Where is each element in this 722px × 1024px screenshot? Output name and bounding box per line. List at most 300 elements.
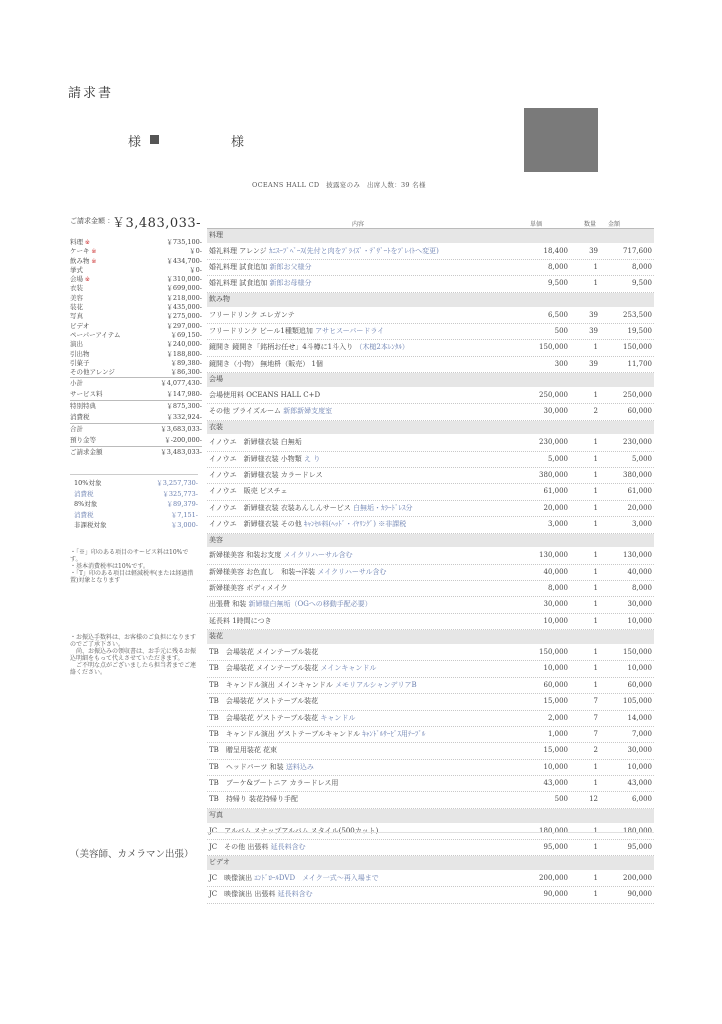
table-row	[207, 711, 654, 727]
invoice-table	[207, 216, 654, 904]
amount: 10,000	[627, 762, 652, 771]
subtotal-label: 消費税	[70, 413, 90, 422]
summary-row	[70, 312, 202, 321]
quantity: 1	[593, 551, 598, 560]
item-name: その他 プライズルーム 新郎新婦支度室	[209, 407, 333, 416]
unit-price: 3,000	[547, 520, 568, 529]
summary-label: 装花	[70, 303, 83, 312]
unit-price: 15,000	[543, 746, 568, 755]
category-row: 写真	[207, 809, 654, 824]
summary-label: 引菓子	[70, 358, 90, 367]
quantity: 1	[593, 584, 598, 593]
category-row: 飲み物	[207, 293, 654, 308]
table-header	[207, 216, 654, 229]
tax-value: ￥325,773-	[162, 489, 198, 498]
category-row: 料理	[207, 229, 654, 244]
table-row	[207, 324, 654, 340]
item-note: メイクリハーサル含む	[317, 567, 387, 576]
subtotal-row	[70, 446, 202, 458]
item-name: イノウエ 新婦様衣装 その他 ｷｬﾝｾﾙ料(ﾍｯﾄﾞ・ｲﾔﾘﾝｸﾞ) ※非課税	[209, 520, 407, 529]
category-row: 装花	[207, 630, 654, 645]
item-note: ｴﾝﾄﾞﾛｰﾙDVD メイク一式～再入場まで	[254, 874, 379, 882]
table-row	[207, 581, 654, 597]
item-note: ｶﾆｽｰﾌﾟﾍﾞｰｽ(先付と肉をﾌﾟﾗｲｽﾞ・ﾃﾞｻﾞｰﾄをﾌﾟﾚｲﾄへ変更)	[268, 246, 439, 255]
summary-value: ￥297,000-	[166, 321, 202, 330]
unit-price: 8,000	[547, 263, 568, 272]
item-note: 延長料含む	[270, 842, 306, 851]
quantity: 1	[593, 279, 598, 288]
summary-row	[70, 266, 202, 275]
item-name: TB ブーケ&ブートニア カラードレス用	[209, 779, 339, 788]
quantity: 1	[593, 762, 598, 771]
header-unit: 単価	[529, 221, 542, 228]
item-name: イノウエ 販売 ビスチェ	[209, 487, 288, 496]
summary-value: ￥435,000-	[166, 303, 202, 312]
unit-price: 40,000	[543, 567, 568, 576]
table-bottom-rule	[207, 832, 654, 833]
table-row	[207, 694, 654, 710]
amount: 6,000	[631, 795, 652, 804]
table-row	[207, 727, 654, 743]
category-row: 美容	[207, 534, 654, 549]
category-row: 会場	[207, 373, 654, 388]
quantity: 39	[589, 326, 598, 335]
amount: 253,500	[623, 310, 652, 319]
tax-breakdown	[70, 474, 198, 531]
item-note: 新婦様白無垢（OGへの移動手配必要）	[248, 600, 372, 609]
summary-label: 料理 ※	[70, 238, 90, 246]
item-name: JC 映像演出 出張料 延長料含む	[209, 890, 313, 899]
unit-price: 6,500	[547, 310, 568, 319]
quantity: 1	[593, 390, 598, 399]
summary-label: 会場 ※	[70, 275, 90, 284]
table-row	[207, 435, 654, 451]
unit-price: 9,500	[547, 279, 568, 288]
tax-row	[70, 510, 198, 521]
tax-row	[70, 520, 198, 531]
subtotal-value: ￥875,300-	[166, 402, 202, 411]
unit-price: 95,000	[543, 842, 568, 851]
quantity: 2	[593, 407, 598, 416]
amount: 19,500	[627, 326, 652, 335]
table-row	[207, 645, 654, 661]
summary-value: ￥310,000-	[166, 275, 202, 284]
amount: 90,000	[627, 890, 652, 899]
tax-label: 非課税対象	[74, 521, 107, 529]
item-name: TB 会場装花 メインテーブル装花	[209, 647, 319, 656]
item-name: 出張費 和装 新婦様白無垢（OGへの移動手配必要）	[209, 600, 372, 609]
note-line: ・「※」印のある項目のサービス料は10%です。	[70, 549, 189, 563]
quantity: 1	[593, 826, 598, 835]
amount: 40,000	[627, 567, 652, 576]
item-note: メインキャンドル	[320, 664, 377, 673]
summary-row	[70, 359, 202, 368]
amount: 95,000	[627, 842, 652, 851]
amount: 11,700	[627, 359, 652, 368]
item-name: 婚礼料理 アレンジ ｶﾆｽｰﾌﾟﾍﾞｰｽ(先付と肉をﾌﾟﾗｲｽﾞ・ﾃﾞｻﾞｰﾄをﾌﾟﾚｲﾄへ変更)	[209, 246, 439, 255]
amount: 380,000	[623, 471, 652, 480]
subtotal-value: ￥4,077,430-	[160, 379, 202, 388]
unit-price: 300	[554, 359, 568, 368]
summary-row	[70, 238, 202, 247]
honorific-bride: 様	[231, 135, 245, 150]
item-name: 新婦様美容 和装お支度 メイクリハーサル含む	[209, 551, 353, 560]
summary-label: 引出物	[70, 349, 90, 358]
quantity: 39	[589, 246, 598, 255]
unit-price: 2,000	[547, 713, 568, 722]
service-mark: ※	[83, 239, 90, 246]
unit-price: 1,000	[547, 729, 568, 738]
unit-price: 15,000	[543, 697, 568, 706]
quantity: 39	[589, 359, 598, 368]
quantity: 7	[593, 713, 598, 722]
item-note: ｷｬﾝﾄﾞﾙｻｰﾋﾞｽ用ﾃｰﾌﾞﾙ	[362, 729, 426, 738]
summary-value: ￥188,800-	[166, 349, 202, 358]
quantity: 1	[593, 842, 598, 851]
subtotal-value: ￥147,980-	[166, 390, 202, 399]
quantity: 1	[593, 471, 598, 480]
summary-label: ビデオ	[70, 321, 90, 330]
amount: 250,000	[623, 390, 652, 399]
unit-price: 10,000	[543, 664, 568, 673]
amount: 14,000	[627, 713, 652, 722]
item-note: ｷｬﾝｾﾙ料(ﾍｯﾄﾞ・ｲﾔﾘﾝｸﾞ) ※非課税	[304, 520, 407, 529]
tax-value: ￥89,379-	[166, 500, 198, 508]
table-row	[207, 792, 654, 808]
quantity: 1	[593, 647, 598, 656]
summary-value: ￥699,000-	[166, 284, 202, 293]
unit-price: 8,000	[547, 584, 568, 593]
subtotal-value: ￥-200,000-	[164, 436, 202, 445]
summary-value: ￥69,150-	[170, 330, 202, 339]
honorific-groom: 様	[128, 135, 142, 150]
subtotal-row	[70, 389, 202, 400]
amount: 130,000	[623, 551, 652, 560]
table-row	[207, 276, 654, 292]
item-name: 延長料 1時間につき	[209, 616, 272, 625]
table-row	[207, 678, 654, 694]
amount: 10,000	[627, 664, 652, 673]
unit-price: 230,000	[539, 438, 568, 447]
item-name: フリードリンク エレガンテ	[209, 310, 295, 319]
item-note: メモリアルシャンデリアB	[335, 680, 417, 689]
item-name: JC その他 出張料 延長料含む	[209, 842, 306, 851]
amount: 8,000	[631, 584, 652, 593]
unit-price: 60,000	[543, 680, 568, 689]
amount: 30,000	[627, 600, 652, 609]
quantity: 1	[593, 438, 598, 447]
item-note: 白無垢・ｶﾗｰﾄﾞﾚｽ分	[353, 503, 413, 512]
note-line: ・お振込手数料は、お客様のご負担になりますのでご了承下さい。	[70, 634, 197, 648]
quantity: 1	[593, 263, 598, 272]
summary-row	[70, 331, 202, 340]
quantity: 1	[593, 567, 598, 576]
table-row	[207, 743, 654, 759]
quantity: 1	[593, 779, 598, 788]
summary-value: ￥89,380-	[170, 358, 202, 367]
footer-note: （美容師、カメラマン出張）	[70, 849, 194, 860]
amount: 30,000	[627, 746, 652, 755]
quantity: 1	[593, 343, 598, 352]
summary-label: 美容	[70, 293, 83, 302]
quantity: 1	[593, 664, 598, 673]
unit-price: 200,000	[539, 874, 568, 882]
unit-price: 150,000	[539, 343, 568, 352]
item-name: TB 贈呈用装花 花束	[209, 746, 278, 755]
subtotal-row	[70, 377, 202, 389]
table-row	[207, 260, 654, 276]
quantity: 1	[593, 616, 598, 625]
summary-value: ￥434,700-	[166, 256, 202, 265]
service-mark: ※	[83, 276, 90, 284]
amount: 61,000	[627, 487, 652, 496]
summary-value: ￥0-	[189, 247, 202, 256]
note-line: 尚、お振込みの領収書は、お手元に残るお振込明細をもって代えさせていただきます。	[70, 648, 197, 662]
table-row	[207, 548, 654, 564]
table-row	[207, 760, 654, 776]
summary-label: ペーパーアイテム	[70, 330, 121, 339]
summary-value: ￥86,300-	[170, 368, 202, 377]
table-row	[207, 340, 654, 356]
amount: 9,500	[631, 279, 652, 288]
summary-label: 飲み物 ※	[70, 256, 97, 265]
amount: 60,000	[627, 680, 652, 689]
unit-price: 500	[554, 326, 568, 335]
amount: 230,000	[623, 438, 652, 447]
category-row: ビデオ	[207, 856, 654, 871]
table-row	[207, 308, 654, 324]
tax-value: ￥3,257,730-	[156, 479, 198, 487]
unit-price: 10,000	[543, 616, 568, 625]
subtotal-label: ご請求金額	[70, 448, 103, 457]
table-row	[207, 357, 654, 373]
item-note: 新郎新婦支度室	[283, 407, 333, 416]
summary-row	[70, 350, 202, 359]
item-note: アサヒスーパードライ	[315, 326, 385, 335]
amount: 105,000	[623, 697, 652, 706]
subtotal-value: ￥3,483,033-	[160, 448, 202, 457]
item-note: キャンドル	[320, 713, 356, 722]
note-line: ・基本消費税率は10%です。	[70, 563, 149, 570]
summary-label: 挙式	[70, 265, 83, 274]
subtotal-label: サービス料	[70, 390, 103, 399]
note-line: ・「T」印のある項目は軽減税率(または経過措置)対象となります	[70, 570, 194, 584]
unit-price: 150,000	[539, 647, 568, 656]
unit-price: 43,000	[543, 779, 568, 788]
item-note: え り	[304, 454, 321, 463]
note-line: ご不明な点がございましたら担当者までご連絡ください。	[70, 662, 197, 676]
item-name: 会場使用料 OCEANS HALL C+D	[209, 390, 321, 399]
subtotal-label: 小計	[70, 379, 83, 388]
summary-value: ￥218,000-	[166, 293, 202, 302]
item-name: イノウエ 新婦様衣装 小物類 え り	[209, 454, 321, 463]
table-row	[207, 484, 654, 500]
amount: 150,000	[623, 343, 652, 352]
quantity: 1	[593, 454, 598, 463]
summary-row	[70, 368, 202, 377]
tax-row	[70, 489, 198, 500]
summary-value: ￥735,100-	[166, 238, 202, 246]
summary-row	[70, 247, 202, 256]
summary-value: ￥275,000-	[166, 312, 202, 321]
total-amount: ￥3,483,033-	[112, 216, 202, 231]
table-row	[207, 661, 654, 677]
amount: 43,000	[627, 779, 652, 788]
amount: 60,000	[627, 407, 652, 416]
item-name: TB キャンドル演出 メインキャンドル メモリアルシャンデリアB	[209, 680, 417, 689]
table-row	[207, 565, 654, 581]
summary-label: その他アレンジ	[70, 368, 115, 377]
summary-row	[70, 303, 202, 312]
table-row	[207, 388, 654, 404]
summary-label: 演出	[70, 340, 83, 349]
subtotal-label: 特別特典	[70, 402, 96, 411]
item-name: TB キャンドル演出 ゲストテーブルキャンドル ｷｬﾝﾄﾞﾙｻｰﾋﾞｽ用ﾃｰﾌﾞﾙ	[209, 729, 426, 738]
table-row	[207, 517, 654, 533]
quantity: 1	[593, 890, 598, 899]
item-name: フリードリンク ビール1種類追加 アサヒスーパードライ	[209, 326, 385, 335]
item-name: 婚礼料理 試食追加 新郎お母様分	[209, 279, 312, 288]
subtotal-value: ￥3,683,033-	[160, 425, 202, 434]
item-note: メイクリハーサル含む	[283, 551, 353, 560]
tax-notes	[70, 549, 198, 584]
quantity: 12	[589, 795, 598, 804]
subtotal-value: ￥332,924-	[166, 413, 202, 422]
subtotal-row	[70, 400, 202, 412]
summary-row	[70, 322, 202, 331]
unit-price: 18,400	[543, 246, 568, 255]
venue-line: OCEANS HALL CD 披露宴のみ 出席人数：39 名様	[252, 181, 426, 189]
unit-price: 500	[554, 795, 568, 804]
amount: 717,600	[623, 246, 652, 255]
subtotal-row	[70, 435, 202, 446]
unit-price: 130,000	[539, 551, 568, 560]
table-row	[207, 840, 654, 856]
amount: 3,000	[631, 520, 652, 529]
quantity: 7	[593, 697, 598, 706]
document-title: 請求書	[68, 86, 114, 101]
quantity: 1	[593, 520, 598, 529]
item-name: イノウエ 新婦様衣装 カラードレス	[209, 471, 323, 480]
quantity: 1	[593, 600, 598, 609]
table-row	[207, 776, 654, 792]
tax-label: 消費税	[74, 489, 94, 498]
table-row	[207, 501, 654, 517]
quantity: 1	[593, 874, 598, 882]
amount: 10,000	[627, 616, 652, 625]
summary-value: ￥240,000-	[166, 340, 202, 349]
unit-price: 20,000	[543, 503, 568, 512]
quantity: 7	[593, 729, 598, 738]
amount: 7,000	[631, 729, 652, 738]
summary-row	[70, 294, 202, 303]
item-note: 送料込み	[285, 762, 314, 771]
quantity: 39	[589, 310, 598, 319]
category-row: 衣装	[207, 421, 654, 436]
summary-row	[70, 257, 202, 266]
subtotal-label: 合計	[70, 425, 83, 434]
tax-label: 10%対象	[74, 479, 102, 487]
item-name: 新婦様美容 ボディメイク	[209, 584, 288, 593]
item-name: 鏡開き（小物） 無地枡（販売） 1個	[209, 359, 323, 368]
item-note: 新郎お父様分	[269, 263, 312, 272]
unit-price: 10,000	[543, 762, 568, 771]
summary-label: ケーキ ※	[70, 247, 97, 256]
item-name: TB 持帰り 装花持帰り手配	[209, 795, 299, 804]
service-mark: ※	[89, 257, 97, 265]
subtotal-label: 預り金等	[70, 436, 96, 445]
subtotal-row	[70, 412, 202, 423]
unit-price: 30,000	[543, 407, 568, 416]
item-name: 新婦様美容 お色直し 和装→洋装 メイクリハーサル含む	[209, 567, 387, 576]
header-qty: 数量	[583, 221, 596, 228]
item-note: 新郎お母様分	[269, 279, 312, 288]
amount: 200,000	[623, 874, 652, 882]
tax-label: 消費税	[74, 510, 94, 519]
table-row	[207, 468, 654, 484]
payment-notes	[70, 634, 198, 676]
item-name: 婚礼料理 試食追加 新郎お父様分	[209, 263, 312, 272]
quantity: 1	[593, 503, 598, 512]
service-mark: ※	[89, 248, 97, 256]
header-amount: 金額	[607, 221, 620, 228]
table-body	[207, 229, 654, 904]
item-name: TB ヘッドパーツ 和装 送料込み	[209, 762, 314, 771]
summary-row	[70, 284, 202, 293]
amount: 180,000	[623, 826, 652, 835]
summary-breakdown	[70, 238, 202, 458]
item-name: 鏡開き 鏡開き「銘柄お任せ」4斗樽に1斗入り （木槌2本ﾚﾝﾀﾙ）	[209, 343, 409, 352]
quantity: 2	[593, 746, 598, 755]
item-name: JC 映像演出 ｴﾝﾄﾞﾛｰﾙDVD メイク一式～再入場まで	[209, 874, 379, 882]
table-row	[207, 404, 654, 420]
unit-price: 90,000	[543, 890, 568, 899]
item-name: TB 会場装花 メインテーブル装花 メインキャンドル	[209, 664, 377, 673]
unit-price: 250,000	[539, 390, 568, 399]
summary-value: ￥0-	[189, 265, 202, 274]
item-name: JC アルバム スナップアルバム スタイル(500カット)	[209, 826, 379, 835]
amount: 5,000	[631, 454, 652, 463]
item-note: 延長料含む	[277, 890, 313, 899]
summary-label: 衣装	[70, 284, 83, 293]
item-note: （木槌2本ﾚﾝﾀﾙ）	[355, 343, 409, 352]
table-row	[207, 452, 654, 468]
amount: 8,000	[631, 263, 652, 272]
unit-price: 30,000	[543, 600, 568, 609]
unit-price: 180,000	[539, 826, 568, 835]
separator-square	[150, 135, 159, 144]
table-row	[207, 871, 654, 887]
quantity: 1	[593, 487, 598, 496]
redacted-photo-block	[524, 108, 598, 172]
item-name: イノウエ 新婦様衣装 白無垢	[209, 438, 302, 447]
item-name: イノウエ 新婦様衣装 衣装あんしんサービス 白無垢・ｶﾗｰﾄﾞﾚｽ分	[209, 503, 413, 512]
summary-label: 写真	[70, 312, 83, 321]
summary-row	[70, 340, 202, 349]
table-row	[207, 887, 654, 903]
tax-row	[70, 499, 198, 510]
amount: 20,000	[627, 503, 652, 512]
item-name: TB 会場装花 ゲストテーブル装花 キャンドル	[209, 713, 356, 722]
item-name: TB 会場装花 ゲストテーブル装花	[209, 697, 319, 706]
total-label: ご請求金額 ：	[70, 217, 115, 225]
summary-row	[70, 275, 202, 284]
tax-row	[70, 478, 198, 489]
tax-label: 8%対象	[74, 500, 98, 508]
unit-price: 380,000	[539, 471, 568, 480]
tax-value: ￥3,000-	[170, 521, 198, 529]
unit-price: 5,000	[547, 454, 568, 463]
